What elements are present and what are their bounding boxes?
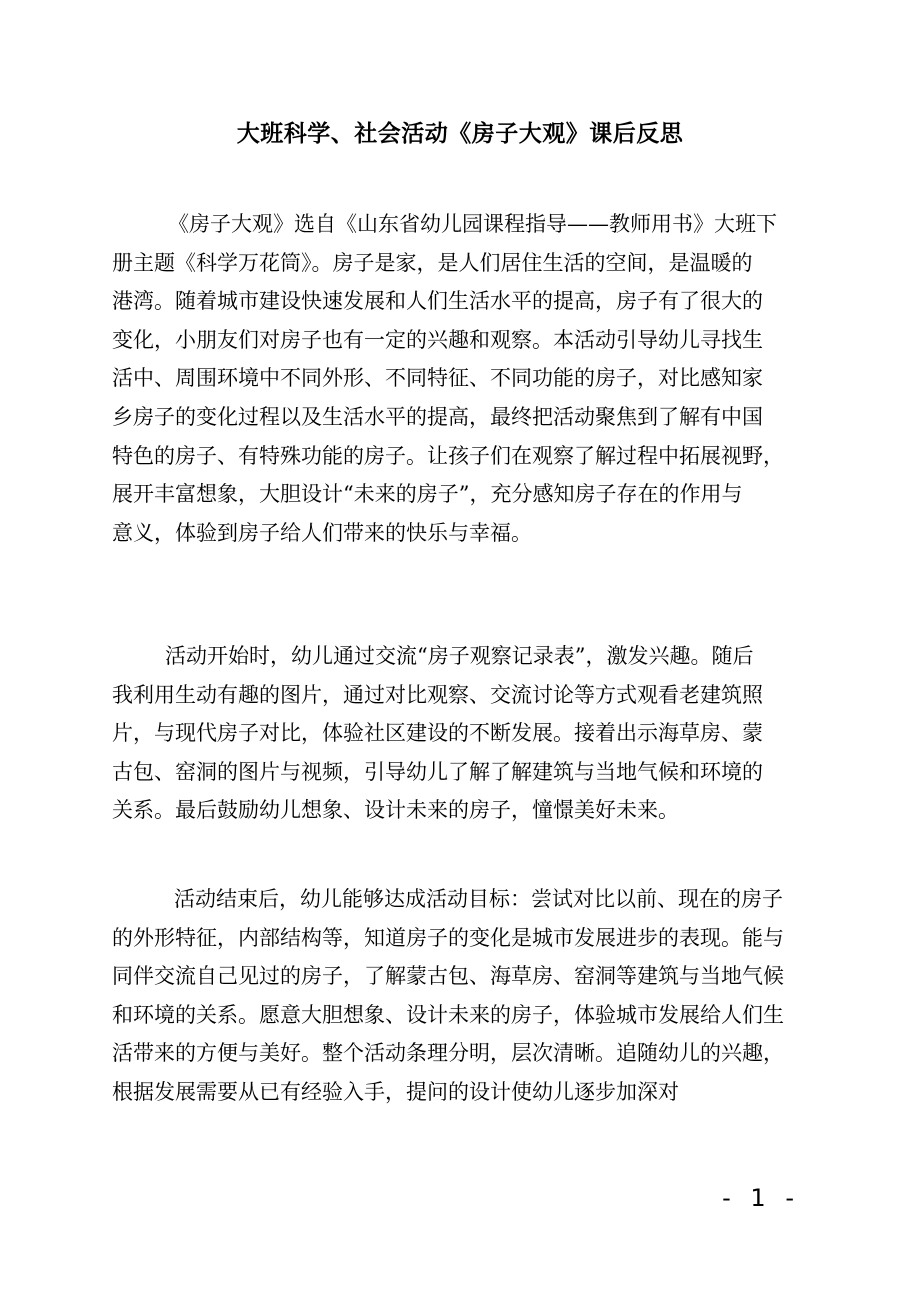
paragraph-line: 活动结束后，幼儿能够达成活动目标：尝试对比以前、现在的房子	[174, 887, 783, 911]
paragraph-line: 片，与现代房子对比，体验社区建设的不断发展。接着出示海草房、蒙	[112, 721, 763, 746]
paragraph-line: 变化，小朋友们对房子也有一定的兴趣和观察。本活动引导幼儿寻找生	[112, 327, 763, 352]
paragraph-line: 和环境的关系。愿意大胆想象、设计未来的房子，体验城市发展给人们生	[112, 1002, 784, 1027]
paragraph-line: 册主题《科学万花筒》。房子是家，是人们居住生活的空间，是温暖的	[112, 250, 753, 275]
paragraph-line: 活动开始时，幼儿通过交流“房子观察记录表”，激发兴趣。随后	[165, 644, 754, 668]
paragraph-line: 活中、周围环境中不同外形、不同特征、不同功能的房子，对比感知家	[112, 366, 763, 391]
paragraph-line: 我利用生动有趣的图片，通过对比观察、交流讨论等方式观看老建筑照	[112, 682, 763, 707]
paragraph-line: 《房子大观》选自《山东省幼儿园课程指导——教师用书》大班下	[168, 212, 777, 236]
paragraph-line: 古包、窑洞的图片与视频，引导幼儿了解了解建筑与当地气候和环境的	[112, 759, 763, 784]
page-number: - 1 -	[722, 1184, 800, 1212]
paragraph-line: 活带来的方便与美好。整个活动条理分明，层次清晰。追随幼儿的兴趣，	[112, 1041, 784, 1066]
paragraph-1	[112, 205, 832, 552]
paragraph-line: 的外形特征，内部结构等，知道房子的变化是城市发展进步的表现。能与	[112, 925, 784, 950]
paragraph-line: 意义，体验到房子给人们带来的快乐与幸福。	[112, 520, 532, 545]
paragraph-line: 关系。最后鼓励幼儿想象、设计未来的房子，憧憬美好未来。	[112, 798, 679, 823]
document-title: 大班科学、社会活动《房子大观》课后反思	[236, 120, 684, 147]
paragraph-line: 特色的房子、有特殊功能的房子。让孩子们在观察了解过程中拓展视野，	[112, 443, 784, 468]
paragraph-3	[112, 880, 832, 1112]
paragraph-line: 展开丰富想象，大胆设计“未来的房子”，充分感知房子存在的作用与	[112, 482, 743, 507]
paragraph-line: 港湾。随着城市建设快速发展和人们生活水平的提高，房子有了很大的	[112, 289, 763, 314]
paragraph-2	[112, 637, 832, 830]
paragraph-line: 乡房子的变化过程以及生活水平的提高，最终把活动聚焦到了解有中国	[112, 404, 763, 429]
paragraph-line: 同伴交流自己见过的房子，了解蒙古包、海草房、窑洞等建筑与当地气候	[112, 964, 784, 989]
paragraph-line: 根据发展需要从已有经验入手，提问的设计使幼儿逐步加深对	[112, 1079, 679, 1104]
